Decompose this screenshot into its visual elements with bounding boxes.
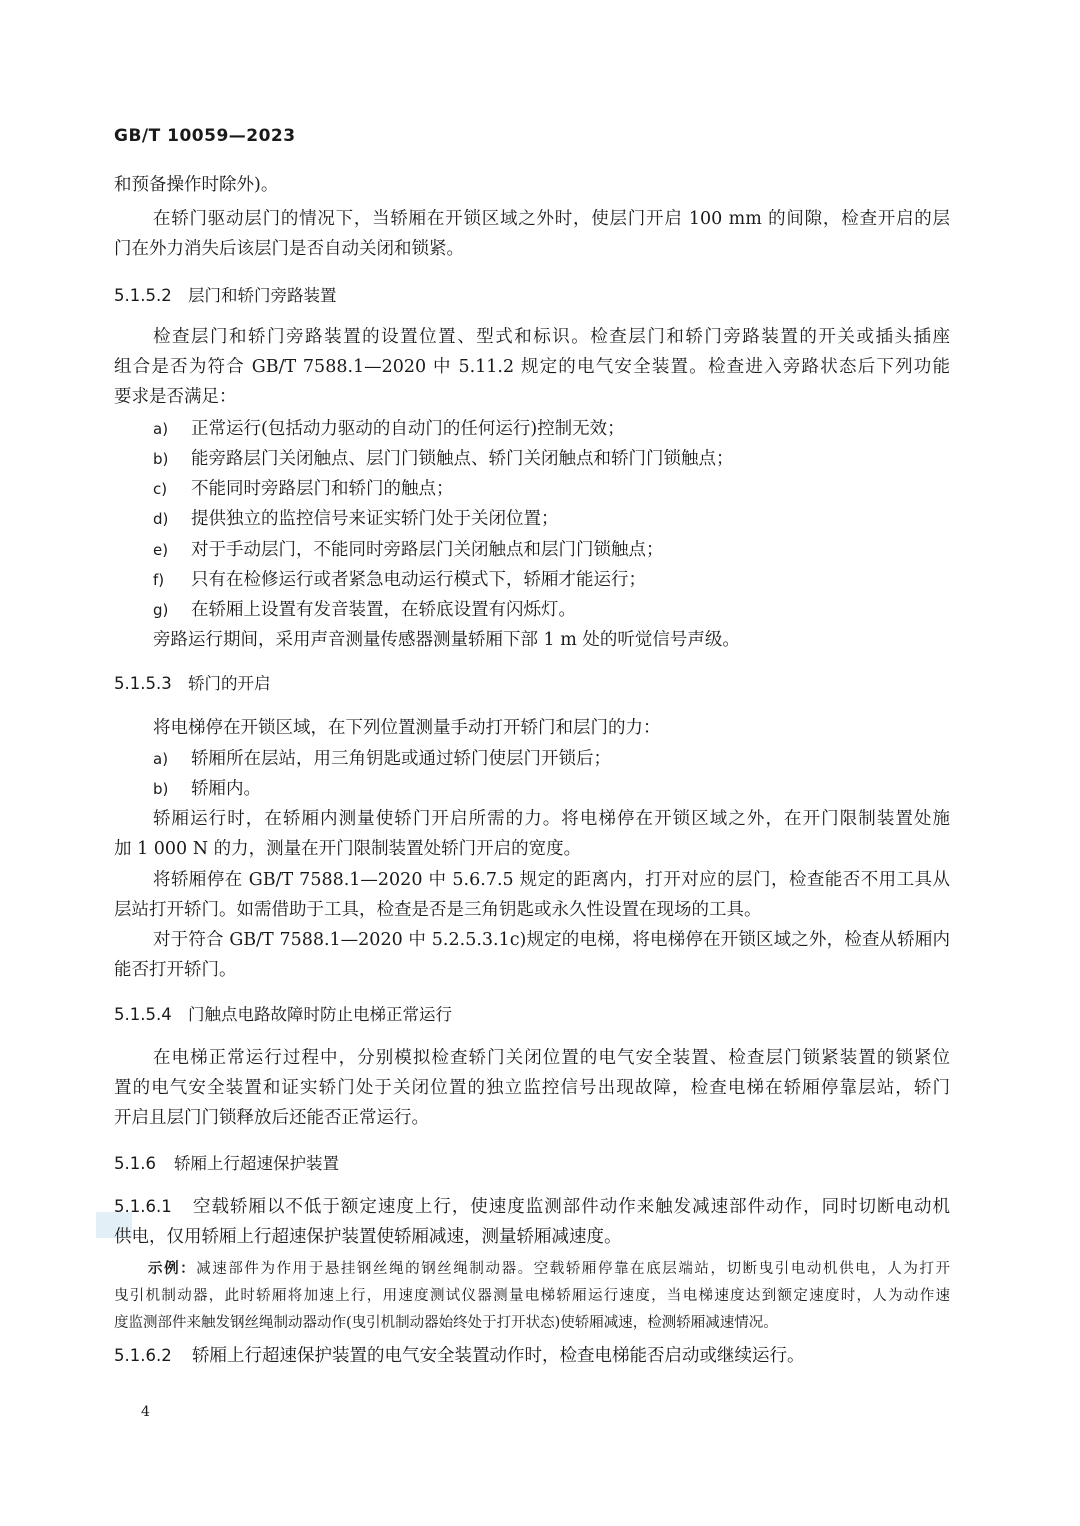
- body-line: 和预备操作时除外)。: [114, 175, 279, 195]
- clause-text: 空载轿厢以不低于额定速度上行，使速度监测部件动作来触发减速部件动作，同时切断电动机: [192, 1197, 950, 1217]
- section-title: 门触点电路故障时防止电梯正常运行: [188, 1005, 452, 1024]
- list-marker: b): [153, 780, 169, 798]
- section-number: 5.1.6: [114, 1154, 156, 1173]
- section-number: 5.1.5.3: [114, 674, 172, 693]
- example-text: 减速部件为作用于悬挂钢丝绳的钢丝绳制动器。空载轿厢停靠在底层端站，切断曳引电动机供电，人为打开: [196, 1261, 951, 1277]
- list-text: 对于手动层门，不能同时旁路层门关闭触点和层门门锁触点；: [191, 540, 664, 560]
- example-line: 度监测部件来触发钢丝绳制动器动作(曳引机制动器始终处于打开状态)使轿厢减速，检测轿厢减速情况。: [114, 1315, 778, 1331]
- list-text: 提供独立的监控信号来证实轿门处于关闭位置；: [191, 509, 559, 529]
- body-line: 检查层门和轿门旁路装置的设置位置、型式和标识。检查层门和轿门旁路装置的开关或插头插座: [153, 327, 950, 347]
- body-line: 开启且层门门锁释放后还能否正常运行。: [114, 1108, 429, 1128]
- list-item: [153, 744, 611, 774]
- example-line: 曳引机制动器，此时轿厢将加速上行，用速度测试仪器测量电梯轿厢运行速度，当电梯速度达到额定速度时，人为动作速: [114, 1288, 950, 1304]
- section-title: 轿厢上行超速保护装置: [174, 1154, 339, 1173]
- body-line: 层站打开轿门。如需借助于工具，检查是否是三角钥匙或永久性设置在现场的工具。: [114, 900, 762, 920]
- body-line: 供电，仅用轿厢上行超速保护装置使轿厢减速，测量轿厢减速度。: [114, 1227, 622, 1247]
- list-text: 轿厢内。: [191, 779, 261, 799]
- list-text: 正常运行(包括动力驱动的自动门的任何运行)控制无效；: [191, 419, 625, 439]
- list-text: 只有在检修运行或者紧急电动运行模式下，轿厢才能运行；: [191, 570, 646, 590]
- body-line: 对于符合 GB/T 7588.1—2020 中 5.2.5.3.1c)规定的电梯，将电梯停在开锁区域之外，检查从轿厢内: [153, 930, 950, 950]
- section-title: 轿门的开启: [188, 674, 271, 693]
- list-marker: e): [153, 541, 169, 559]
- body-line: 轿厢运行时，在轿厢内测量使轿门开启所需的力。将电梯停在开锁区域之外，在开门限制装置处施: [153, 809, 950, 829]
- body-line: 能否打开轿门。: [114, 960, 237, 980]
- list-item: [153, 595, 576, 625]
- body-line: 将轿厢停在 GB/T 7588.1—2020 中 5.6.7.5 规定的距离内，打开对应的层门，检查能否不用工具从: [153, 870, 950, 890]
- example-line: [148, 1256, 950, 1282]
- clause-number: 5.1.6.1: [114, 1197, 172, 1216]
- example-label: 示例：: [148, 1261, 197, 1277]
- clause-5-1-6-1: [114, 1192, 950, 1222]
- list-item: [153, 504, 559, 534]
- list-item: [153, 474, 454, 504]
- section-heading-5-1-5-2: [114, 281, 337, 311]
- page-number: 4: [141, 1404, 150, 1420]
- section-heading-5-1-5-3: [114, 669, 271, 699]
- list-marker: g): [153, 601, 169, 619]
- list-item: [153, 444, 734, 474]
- section-number: 5.1.5.2: [114, 286, 172, 305]
- clause-number: 5.1.6.2: [114, 1346, 172, 1365]
- list-text: 不能同时旁路层门和轿门的触点；: [191, 479, 454, 499]
- list-marker: c): [153, 480, 168, 498]
- section-heading-5-1-5-4: [114, 1000, 452, 1030]
- clause-text: 轿厢上行超速保护装置的电气安全装置动作时，检查电梯能否启动或继续运行。: [192, 1346, 805, 1366]
- list-marker: a): [153, 420, 169, 438]
- section-number: 5.1.5.4: [114, 1005, 172, 1024]
- section-title: 层门和轿门旁路装置: [188, 286, 337, 305]
- list-marker: b): [153, 450, 169, 468]
- section-heading-5-1-6: [114, 1149, 339, 1179]
- body-line: 要求是否满足：: [114, 387, 237, 407]
- list-marker: a): [153, 750, 169, 768]
- list-item: [153, 774, 261, 804]
- body-line: 旁路运行期间，采用声音测量传感器测量轿厢下部 1 m 处的听觉信号声级。: [153, 630, 740, 650]
- list-item: [153, 414, 625, 444]
- list-item: [153, 565, 646, 595]
- body-line: 将电梯停在开锁区域，在下列位置测量手动打开轿门和层门的力：: [153, 718, 661, 738]
- list-marker: d): [153, 510, 169, 528]
- body-line: 置的电气安全装置和证实轿门处于关闭位置的独立监控信号出现故障，检查电梯在轿厢停靠层站，轿门: [114, 1078, 950, 1098]
- list-text: 在轿厢上设置有发音装置，在轿底设置有闪烁灯。: [191, 600, 576, 620]
- body-line: 组合是否为符合 GB/T 7588.1—2020 中 5.11.2 规定的电气安全装置。检查进入旁路状态后下列功能: [114, 357, 950, 377]
- body-line: 在电梯正常运行过程中，分别模拟检查轿门关闭位置的电气安全装置、检查层门锁紧装置的锁紧位: [153, 1048, 950, 1068]
- clause-5-1-6-2: [114, 1341, 950, 1371]
- list-text: 轿厢所在层站，用三角钥匙或通过轿门使层门开锁后；: [191, 749, 611, 769]
- body-line: 门在外力消失后该层门是否自动关闭和锁紧。: [114, 239, 464, 259]
- body-line: 在轿门驱动层门的情况下，当轿厢在开锁区域之外时，使层门开启 100 mm 的间隙，检查开启的层: [153, 209, 950, 229]
- list-item: [153, 535, 664, 565]
- list-text: 能旁路层门关闭触点、层门门锁触点、轿门关闭触点和轿门门锁触点；: [191, 449, 734, 469]
- list-marker: f): [153, 571, 165, 589]
- standard-number: GB/T 10059—2023: [114, 126, 296, 146]
- body-line: 加 1 000 N 的力，测量在开门限制装置处轿门开启的宽度。: [114, 839, 582, 859]
